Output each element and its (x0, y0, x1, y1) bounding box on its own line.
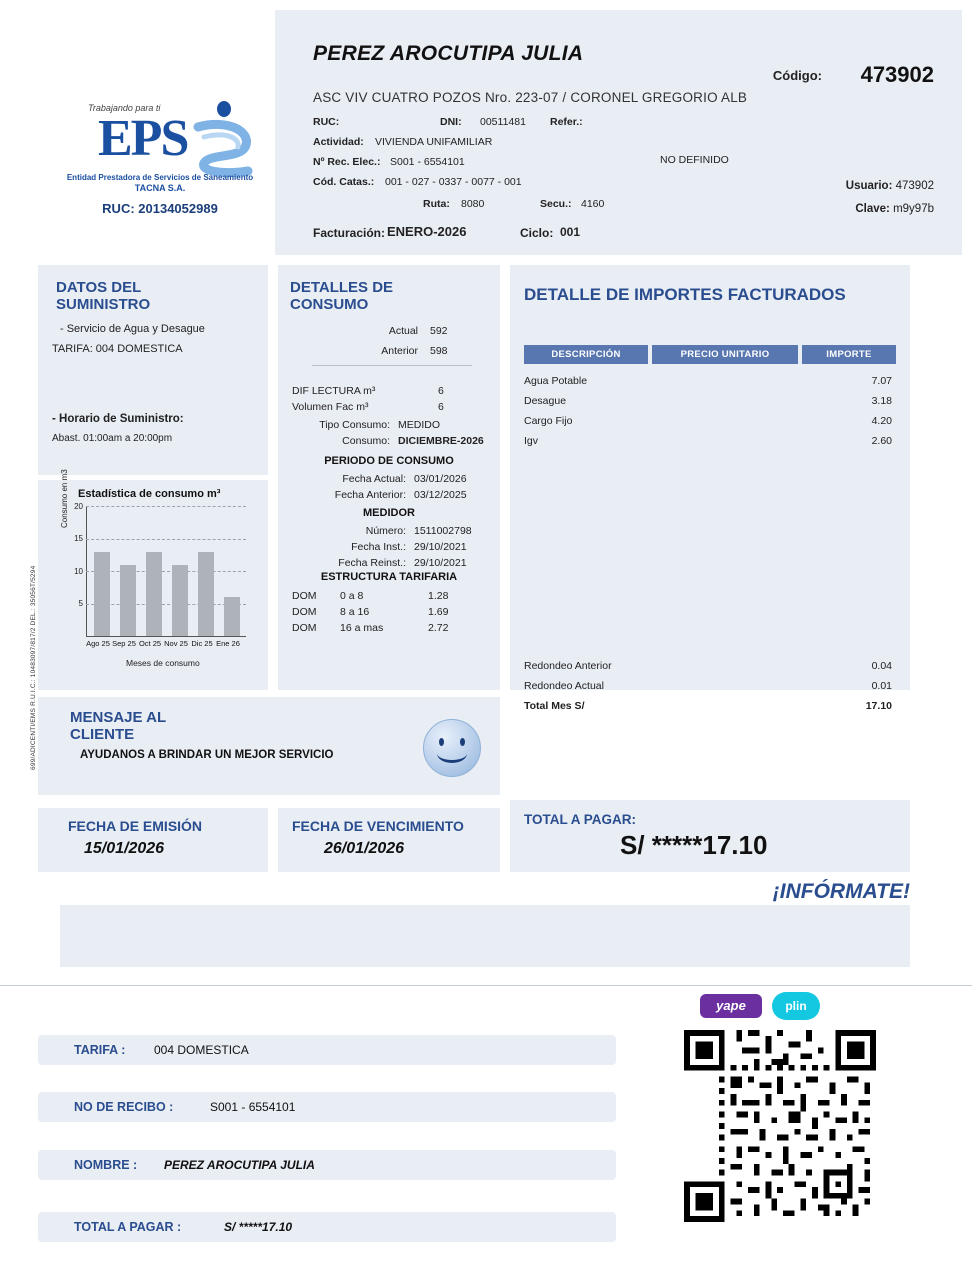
stub-recibo-value: S001 - 6554101 (210, 1100, 296, 1114)
codigo-value: 473902 (860, 62, 934, 87)
importe-row-desc: Cargo Fijo (524, 415, 573, 427)
chart-xtick: Oct 25 (138, 639, 162, 648)
vertical-side-text: 699/ADICENTI/EMS R.U.I.C.: 10483097/817/2 DEL.: 35056T/5294 (30, 565, 37, 770)
detalles-consumo-panel (278, 265, 500, 690)
importes-col-descripcion: DESCRIPCIÓN (524, 345, 648, 364)
redondeo-anterior-value: 0.04 (871, 660, 892, 672)
rec-elec-value: S001 - 6554101 (390, 156, 465, 168)
horario-title: - Horario de Suministro: (52, 413, 184, 425)
chart-ylabel: Consumo en m3 (60, 469, 69, 528)
anterior-value: 598 (430, 345, 448, 357)
cod-catas-label: Cód. Catas.: (313, 176, 375, 188)
notice-blank-panel (60, 905, 910, 967)
ruc-label: RUC: (313, 116, 340, 128)
stub-row-total (38, 1212, 616, 1242)
tarifa-row-rango: 8 a 16 (340, 606, 370, 618)
qr-code (684, 1030, 876, 1222)
volumen-label: Volumen Fac m³ (292, 401, 369, 413)
cod-catas-value: 001 - 027 - 0337 - 0077 - 001 (385, 176, 522, 188)
dif-lectura-value: 6 (438, 385, 444, 397)
fecha-actual-label: Fecha Actual: (342, 473, 406, 485)
chart-ytick: 10 (74, 567, 83, 576)
chart-xtick: Ene 26 (216, 639, 240, 648)
total-a-pagar-label: TOTAL A PAGAR: (524, 812, 636, 827)
chart-ytick: 5 (78, 599, 83, 608)
importe-row-amount: 4.20 (871, 415, 892, 427)
redondeo-actual-label: Redondeo Actual (524, 680, 604, 692)
payment-logos (700, 992, 820, 1024)
tarifa-row-precio: 1.69 (428, 606, 449, 618)
periodo-title: PERIODO DE CONSUMO (324, 455, 454, 467)
secu-label: Secu.: (540, 198, 572, 210)
anterior-label: Anterior (381, 345, 418, 357)
fecha-vencimiento-panel (278, 808, 500, 872)
stub-row-recibo (38, 1092, 616, 1122)
chart-x-axis (86, 636, 246, 637)
header-band (275, 10, 962, 255)
chart-ytick: 15 (74, 534, 83, 543)
consumo-value: DICIEMBRE-2026 (398, 435, 484, 447)
datos-suministro-panel (38, 265, 268, 475)
refer-label: Refer.: (550, 116, 583, 128)
medidor-numero-label: Número: (365, 525, 406, 537)
total-mes-value: 17.10 (865, 700, 892, 712)
clave-row (855, 203, 934, 215)
company-logo (60, 95, 260, 225)
stub-total-label: TOTAL A PAGAR : (74, 1220, 182, 1234)
fecha-reinst-label: Fecha Reinst.: (338, 557, 406, 569)
stub-row-tarifa (38, 1035, 616, 1065)
yape-logo: yape (700, 994, 762, 1018)
dni-value: 00511481 (480, 116, 526, 128)
codigo-label: Código: (772, 68, 822, 83)
datos-suministro-title: DATOS DEL SUMINISTRO (56, 279, 151, 313)
stub-total-value: S/ *****17.10 (224, 1220, 293, 1234)
redondeo-anterior-label: Redondeo Anterior (524, 660, 612, 672)
chart-bar (172, 565, 188, 637)
chart-bar (120, 565, 136, 637)
importes-col-precio: PRECIO UNITARIO (652, 345, 798, 364)
ruta-label: Ruta: (423, 198, 450, 210)
estructura-tarifaria-title: ESTRUCTURA TARIFARIA (320, 571, 458, 583)
customer-name: PEREZ AROCUTIPA JULIA (313, 42, 584, 65)
fecha-anterior-value: 03/12/2025 (414, 489, 467, 501)
chart-bar (224, 597, 240, 636)
actividad-label: Actividad: (313, 136, 364, 148)
smiley-face-icon (423, 719, 481, 777)
importe-row-amount: 2.60 (871, 435, 892, 447)
chart-bar (146, 552, 162, 637)
chart-xtick: Nov 25 (164, 639, 188, 648)
stub-nombre-label: NOMBRE : (74, 1158, 138, 1172)
logo-subtitle2: TACNA S.A. (134, 183, 186, 193)
stub-row-nombre (38, 1150, 616, 1180)
fecha-vencimiento-label: FECHA DE VENCIMIENTO (292, 818, 464, 834)
chart-ytick: 20 (74, 502, 83, 511)
ciclo-value: 001 (560, 225, 581, 239)
importe-row-desc: Igv (524, 435, 539, 447)
mensaje-text: AYUDANOS A BRINDAR UN MEJOR SERVICIO (80, 749, 334, 761)
customer-address: ASC VIV CUATRO POZOS Nro. 223-07 / CORONEL GREGORIO ALB (313, 90, 748, 105)
importe-row-amount: 7.07 (871, 375, 892, 387)
tarifa-row-cat: DOM (292, 622, 317, 634)
logo-wordmark: EPS (98, 110, 188, 167)
divider (312, 365, 472, 366)
importe-row-desc: Agua Potable (524, 375, 588, 387)
chart-bars (90, 506, 246, 636)
fecha-emision-panel (38, 808, 268, 872)
tarifa-line: TARIFA: 004 DOMESTICA (52, 343, 183, 355)
total-a-pagar-panel (510, 800, 910, 872)
clave-value: m9y97b (893, 203, 934, 215)
consumption-chart-panel (38, 469, 268, 690)
fecha-emision-value: 15/01/2026 (84, 840, 165, 857)
dif-lectura-label: DIF LECTURA m³ (292, 385, 376, 397)
importes-panel (510, 265, 910, 712)
usuario-label: Usuario: (845, 180, 893, 192)
importes-title: DETALLE DE IMPORTES FACTURADOS (524, 285, 846, 304)
redondeo-actual-value: 0.01 (871, 680, 892, 692)
stub-recibo-label: NO DE RECIBO : (74, 1100, 174, 1114)
chart-bar (94, 552, 110, 637)
fecha-inst-value: 29/10/2021 (414, 541, 467, 553)
fecha-reinst-value: 29/10/2021 (414, 557, 467, 569)
medidor-title: MEDIDOR (363, 507, 415, 519)
importes-col-importe: IMPORTE (802, 345, 896, 364)
no-definido: NO DEFINIDO (660, 154, 729, 166)
tipo-consumo-value: MEDIDO (398, 419, 440, 431)
facturacion-label: Facturación: (313, 226, 386, 240)
tarifa-row-precio: 1.28 (428, 590, 449, 602)
detalles-consumo-title: DETALLES DE CONSUMO (290, 279, 394, 313)
ciclo-label: Ciclo: (520, 226, 554, 240)
usuario-value: 473902 (895, 180, 934, 192)
stub-tarifa-label: TARIFA : (74, 1043, 126, 1057)
medidor-numero-value: 1511002798 (414, 525, 472, 537)
tear-off-divider (0, 985, 972, 986)
fecha-inst-label: Fecha Inst.: (351, 541, 406, 553)
chart-xlabel: Meses de consumo (126, 658, 200, 668)
ruta-value: 8080 (461, 198, 485, 210)
volumen-value: 6 (438, 401, 444, 413)
logo-tagline: Trabajando para ti (88, 103, 161, 113)
chart-title: Estadística de consumo m³ (78, 488, 221, 500)
tarifa-row-precio: 2.72 (428, 622, 449, 634)
actividad-value: VIVIENDA UNIFAMILIAR (375, 136, 493, 148)
actual-value: 592 (430, 325, 448, 337)
total-a-pagar-value: S/ *****17.10 (620, 830, 768, 860)
chart-xtick: Sep 25 (112, 639, 136, 648)
chart-xtick: Dic 25 (191, 639, 213, 648)
water-drop-icon (188, 101, 260, 184)
secu-value: 4160 (581, 198, 605, 210)
servicio-line: - Servicio de Agua y Desague (60, 323, 205, 335)
dni-label: DNI: (440, 116, 462, 128)
tarifa-row-rango: 0 a 8 (340, 590, 364, 602)
fecha-vencimiento-value: 26/01/2026 (324, 840, 405, 857)
rec-elec-label: Nº Rec. Elec.: (313, 156, 381, 168)
chart-xtick: Ago 25 (86, 639, 110, 648)
stub-tarifa-value: 004 DOMESTICA (154, 1043, 249, 1057)
stub-nombre-value: PEREZ AROCUTIPA JULIA (164, 1158, 315, 1172)
consumo-label: Consumo: (342, 435, 390, 447)
tarifa-row-cat: DOM (292, 606, 317, 618)
fecha-emision-label: FECHA DE EMISIÓN (68, 818, 203, 834)
fecha-actual-value: 03/01/2026 (414, 473, 467, 485)
logo-subtitle: Entidad Prestadora de Servicios de Saneamiento (66, 173, 254, 182)
importe-row-amount: 3.18 (871, 395, 892, 407)
fecha-anterior-label: Fecha Anterior: (334, 489, 406, 501)
importe-row-desc: Desague (524, 395, 567, 407)
informate-banner: ¡INFÓRMATE! (772, 880, 910, 903)
company-ruc: RUC: 20134052989 (102, 201, 218, 216)
mensaje-cliente-panel (38, 697, 500, 795)
plin-logo: plin (772, 992, 820, 1020)
actual-label: Actual (388, 325, 418, 337)
tarifa-row-cat: DOM (292, 590, 317, 602)
horario-value: Abast. 01:00am a 20:00pm (52, 433, 173, 444)
mensaje-title: MENSAJE AL CLIENTE (70, 709, 166, 743)
chart-bar (198, 552, 214, 637)
tarifa-row-rango: 16 a mas (340, 622, 384, 634)
facturacion-value: ENERO-2026 (387, 224, 467, 239)
total-mes-label: Total Mes S/ (524, 700, 585, 712)
usuario-row (846, 180, 934, 192)
clave-label: Clave: (855, 203, 890, 215)
tipo-consumo-label: Tipo Consumo: (319, 419, 390, 431)
